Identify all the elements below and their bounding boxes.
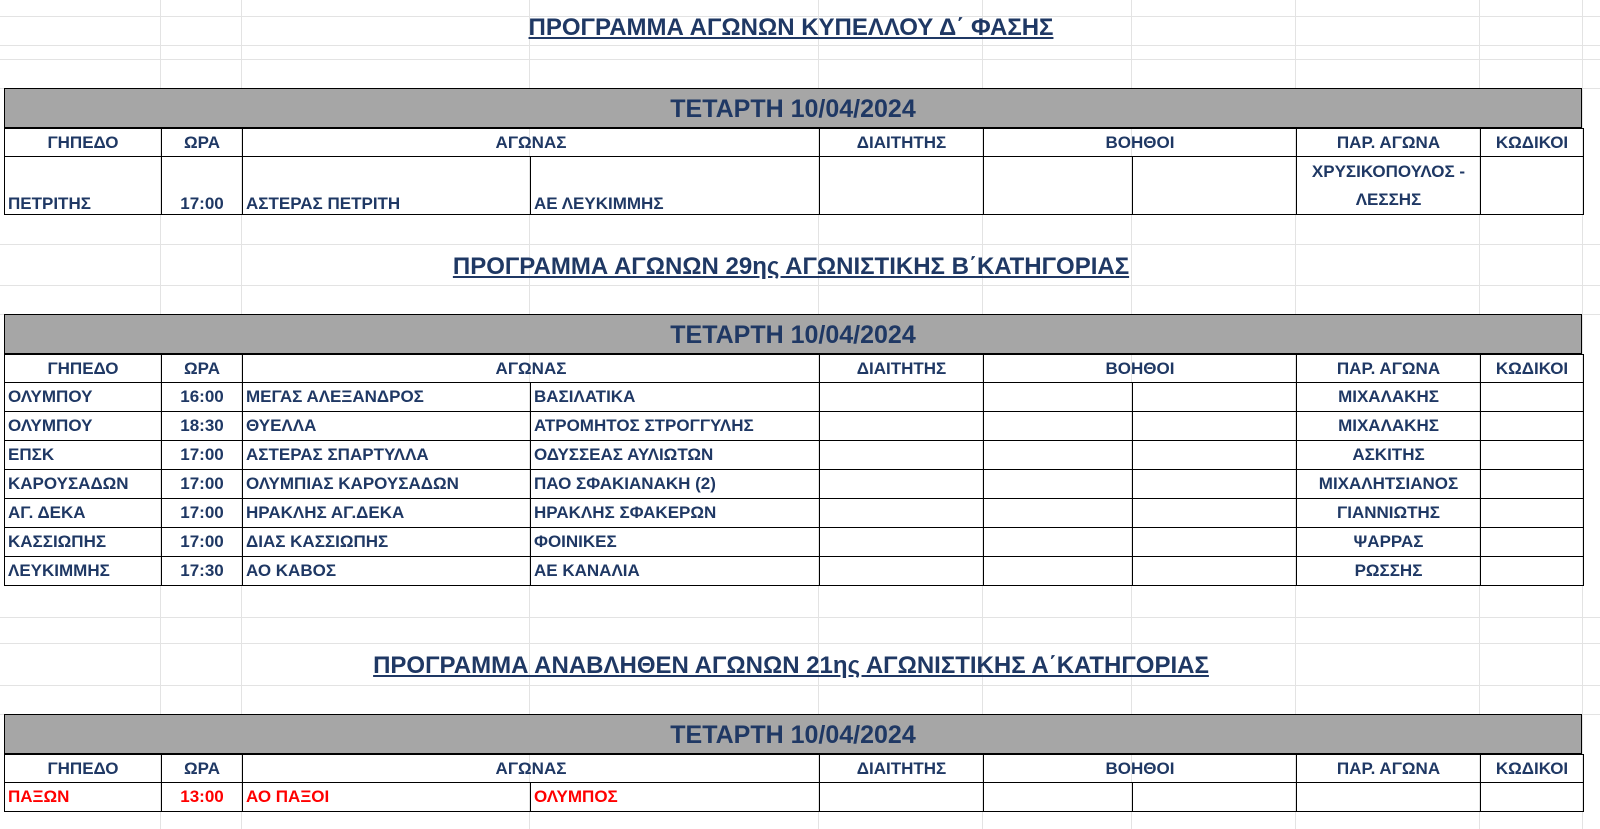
observer-cell: ΜΙΧΑΛΗΤΣΙΑΝΟΣ — [1297, 470, 1481, 499]
assistant-2-cell — [1133, 157, 1297, 215]
referee-cell — [820, 383, 984, 412]
venue-cell: ΟΛΥΜΠΟΥ — [5, 412, 162, 441]
table-row — [5, 783, 1584, 812]
home-team-cell: ΔΙΑΣ ΚΑΣΣΙΩΠΗΣ — [243, 528, 531, 557]
observer-cell: ΧΡΥΣΙΚΟΠΟΥΛΟΣ - ΛΕΣΣΗΣ — [1297, 157, 1481, 215]
codes-cell — [1481, 157, 1584, 215]
header-codes: ΚΩΔΙΚΟΙ — [1481, 755, 1584, 783]
header-venue: ΓΗΠΕΔΟ — [5, 355, 162, 383]
away-team-cell: ΑΤΡΟΜΗΤΟΣ ΣΤΡΟΓΓΥΛΗΣ — [531, 412, 820, 441]
codes-cell — [1481, 383, 1584, 412]
assistant-1-cell — [984, 441, 1133, 470]
time-cell: 16:00 — [162, 383, 243, 412]
header-codes: ΚΩΔΙΚΟΙ — [1481, 129, 1584, 157]
time-cell: 17:00 — [162, 441, 243, 470]
table-row — [5, 499, 1584, 528]
header-assistants: ΒΟΗΘΟΙ — [984, 129, 1297, 157]
table-row — [5, 557, 1584, 586]
codes-cell — [1481, 441, 1584, 470]
section-title-cup: ΠΡΟΓΡΑΜΜΑ ΑΓΩΝΩΝ ΚΥΠΕΛΛΟΥ Δ΄ ΦΑΣΗΣ — [528, 14, 1054, 41]
referee-cell — [820, 412, 984, 441]
observer-cell: ΜΙΧΑΛΑΚΗΣ — [1297, 383, 1481, 412]
referee-cell — [820, 470, 984, 499]
referee-cell — [820, 441, 984, 470]
venue-cell: ΠΑΞΩΝ — [5, 783, 162, 812]
assistant-1-cell — [984, 412, 1133, 441]
home-team-cell: ΗΡΑΚΛΗΣ ΑΓ.ΔΕΚΑ — [243, 499, 531, 528]
table-row — [5, 528, 1584, 557]
home-team-cell: ΑΟ ΚΑΒΟΣ — [243, 557, 531, 586]
header-assistants: ΒΟΗΘΟΙ — [984, 355, 1297, 383]
assistant-1-cell — [984, 383, 1133, 412]
venue-cell: ΟΛΥΜΠΟΥ — [5, 383, 162, 412]
assistant-2-cell — [1133, 470, 1297, 499]
assistant-1-cell — [984, 157, 1133, 215]
header-time: ΩΡΑ — [162, 129, 243, 157]
table-row — [5, 412, 1584, 441]
observer-cell: ΡΩΣΣΗΣ — [1297, 557, 1481, 586]
home-team-cell: ΑΣΤΕΡΑΣ ΣΠΑΡΤΥΛΛΑ — [243, 441, 531, 470]
date-bar-a-category: ΤΕΤΑΡΤΗ 10/04/2024 — [4, 714, 1582, 754]
assistant-2-cell — [1133, 499, 1297, 528]
header-time: ΩΡΑ — [162, 755, 243, 783]
assistant-1-cell — [984, 557, 1133, 586]
home-team-cell: ΜΕΓΑΣ ΑΛΕΞΑΝΔΡΟΣ — [243, 383, 531, 412]
codes-cell — [1481, 783, 1584, 812]
away-team-cell: ΒΑΣΙΛΑΤΙΚΑ — [531, 383, 820, 412]
referee-cell — [820, 499, 984, 528]
time-cell: 17:00 — [162, 528, 243, 557]
time-cell: 18:30 — [162, 412, 243, 441]
venue-cell: ΠΕΤΡΙΤΗΣ — [5, 157, 162, 215]
venue-cell: ΛΕΥΚΙΜΜΗΣ — [5, 557, 162, 586]
assistant-2-cell — [1133, 557, 1297, 586]
assistant-2-cell — [1133, 783, 1297, 812]
venue-cell: ΚΑΡΟΥΣΑΔΩΝ — [5, 470, 162, 499]
assistant-2-cell — [1133, 412, 1297, 441]
home-team-cell: ΟΛΥΜΠΙΑΣ ΚΑΡΟΥΣΑΔΩΝ — [243, 470, 531, 499]
assistant-2-cell — [1133, 528, 1297, 557]
venue-cell: ΕΠΣΚ — [5, 441, 162, 470]
away-team-cell: ΦΟΙΝΙΚΕΣ — [531, 528, 820, 557]
away-team-cell: ΠΑΟ ΣΦΑΚΙΑΝΑΚΗ (2) — [531, 470, 820, 499]
home-team-cell: ΑΟ ΠΑΞΟΙ — [243, 783, 531, 812]
assistant-2-cell — [1133, 383, 1297, 412]
header-assistants: ΒΟΗΘΟΙ — [984, 755, 1297, 783]
header-referee: ΔΙΑΙΤΗΤΗΣ — [820, 129, 984, 157]
schedule-table-cup — [4, 128, 1584, 215]
away-team-cell: ΑΕ ΛΕΥΚΙΜΜΗΣ — [531, 157, 820, 215]
table-row — [5, 441, 1584, 470]
home-team-cell: ΘΥΕΛΛΑ — [243, 412, 531, 441]
venue-cell: ΚΑΣΣΙΩΠΗΣ — [5, 528, 162, 557]
referee-cell — [820, 157, 984, 215]
venue-cell: ΑΓ. ΔΕΚΑ — [5, 499, 162, 528]
header-referee: ΔΙΑΙΤΗΤΗΣ — [820, 755, 984, 783]
time-cell: 17:00 — [162, 499, 243, 528]
header-match: ΑΓΩΝΑΣ — [243, 355, 820, 383]
schedule-table-b-category — [4, 354, 1584, 586]
observer-cell — [1297, 783, 1481, 812]
assistant-1-cell — [984, 783, 1133, 812]
section-title-a-category-postponed: ΠΡΟΓΡΑΜΜΑ ΑΝΑΒΛΗΘΕΝ ΑΓΩΝΩΝ 21ης ΑΓΩΝΙΣΤΙΚΗΣ Α΄ΚΑΤΗΓΟΡΙΑΣ — [373, 652, 1209, 679]
assistant-1-cell — [984, 470, 1133, 499]
observer-cell: ΜΙΧΑΛΑΚΗΣ — [1297, 412, 1481, 441]
schedule-table-a-category — [4, 754, 1584, 812]
referee-cell — [820, 528, 984, 557]
time-cell: 17:00 — [162, 157, 243, 215]
time-cell: 13:00 — [162, 783, 243, 812]
table-row — [5, 383, 1584, 412]
referee-cell — [820, 557, 984, 586]
header-match: ΑΓΩΝΑΣ — [243, 129, 820, 157]
time-cell: 17:00 — [162, 470, 243, 499]
assistant-2-cell — [1133, 441, 1297, 470]
header-venue: ΓΗΠΕΔΟ — [5, 129, 162, 157]
away-team-cell: ΟΛΥΜΠΟΣ — [531, 783, 820, 812]
referee-cell — [820, 783, 984, 812]
away-team-cell: ΑΕ ΚΑΝΑΛΙΑ — [531, 557, 820, 586]
header-observer: ΠΑΡ. ΑΓΩΝΑ — [1297, 129, 1481, 157]
header-time: ΩΡΑ — [162, 355, 243, 383]
header-observer: ΠΑΡ. ΑΓΩΝΑ — [1297, 355, 1481, 383]
away-team-cell: ΟΔΥΣΣΕΑΣ ΑΥΛΙΩΤΩΝ — [531, 441, 820, 470]
away-team-cell: ΗΡΑΚΛΗΣ ΣΦΑΚΕΡΩΝ — [531, 499, 820, 528]
codes-cell — [1481, 528, 1584, 557]
table-row — [5, 470, 1584, 499]
codes-cell — [1481, 499, 1584, 528]
observer-cell: ΑΣΚΙΤΗΣ — [1297, 441, 1481, 470]
assistant-1-cell — [984, 499, 1133, 528]
assistant-1-cell — [984, 528, 1133, 557]
header-observer: ΠΑΡ. ΑΓΩΝΑ — [1297, 755, 1481, 783]
time-cell: 17:30 — [162, 557, 243, 586]
header-venue: ΓΗΠΕΔΟ — [5, 755, 162, 783]
observer-cell: ΓΙΑΝΝΙΩΤΗΣ — [1297, 499, 1481, 528]
codes-cell — [1481, 557, 1584, 586]
codes-cell — [1481, 470, 1584, 499]
home-team-cell: ΑΣΤΕΡΑΣ ΠΕΤΡΙΤΗ — [243, 157, 531, 215]
date-bar-cup: ΤΕΤΑΡΤΗ 10/04/2024 — [4, 88, 1582, 128]
observer-cell: ΨΑΡΡΑΣ — [1297, 528, 1481, 557]
section-title-b-category: ΠΡΟΓΡΑΜΜΑ ΑΓΩΝΩΝ 29ης ΑΓΩΝΙΣΤΙΚΗΣ Β΄ΚΑΤΗΓΟΡΙΑΣ — [452, 253, 1130, 280]
date-bar-b-category: ΤΕΤΑΡΤΗ 10/04/2024 — [4, 314, 1582, 354]
header-codes: ΚΩΔΙΚΟΙ — [1481, 355, 1584, 383]
header-referee: ΔΙΑΙΤΗΤΗΣ — [820, 355, 984, 383]
header-match: ΑΓΩΝΑΣ — [243, 755, 820, 783]
table-row — [5, 157, 1584, 215]
codes-cell — [1481, 412, 1584, 441]
